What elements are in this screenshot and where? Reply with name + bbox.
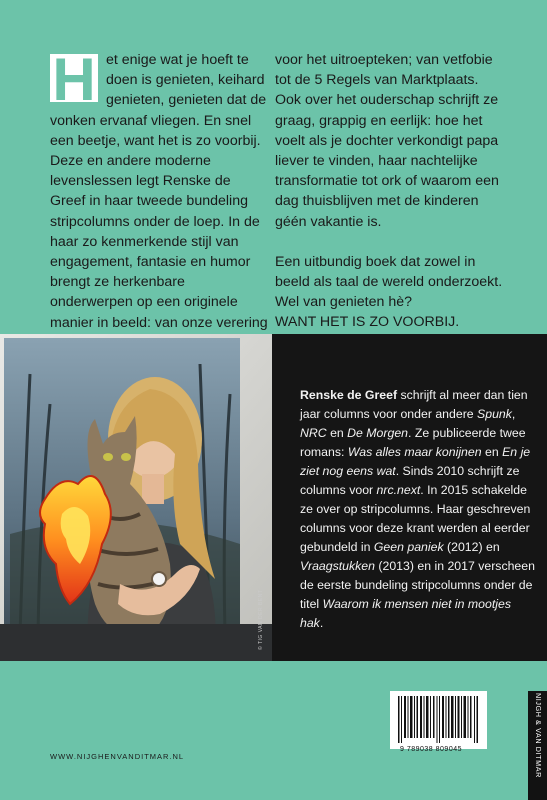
publisher-name: NIJGH & VAN DITMAR [534, 693, 543, 778]
bio-text-segment: en [481, 445, 503, 459]
book-title: Geen paniek [373, 540, 444, 554]
publication-title: Spunk [477, 407, 512, 421]
publication-title: nrc.next [376, 483, 421, 497]
author-name: Renske de Greef [300, 388, 398, 402]
bio-text-segment: schrijft al meer dan tien jaar columns voor onder andere [300, 388, 528, 421]
bio-text-segment: . Sinds 2010 schrijft ze columns voor [300, 464, 520, 497]
blurb-left-column [50, 46, 268, 353]
book-title: Waarom ik mensen niet in mootjes hak [300, 597, 511, 630]
blurb-paragraph-1-continued: voor het uitroepteken; van vetfobie tot de 5 Regels van Marktplaats. Ook over het ouderschap schrijft ze graag, grappig en eerlijk: hoe het voelt als je dochter verkondigt papa liever te vinden, haar nachtelijke transformatie tot ork of waarom een dag thuisblijven met de kinderen géén vakantie is. [275, 52, 499, 230]
bio-text-segment: . Ze publiceerde twee romans: [300, 426, 526, 459]
isbn-number: 9 789038 809045 [400, 746, 462, 753]
bio-text-segment: (2013) en in 2017 verscheen de eerste bundeling stripcolumns onder de titel [300, 559, 535, 611]
bio-text-segment: (2012) en [443, 540, 500, 554]
blurb-right-column [275, 50, 505, 333]
bio-text-segment: en [326, 426, 348, 440]
book-title: Vraagstukken [300, 559, 375, 573]
blurb-closing-text: Een uitbundig boek dat zowel in beeld als taal de wereld onderzoekt. Wel van genieten hè? [275, 253, 503, 311]
author-bio-text [300, 386, 535, 633]
book-title: En je ziet nog eens wat [300, 445, 531, 478]
blurb-paragraph-1: et enige wat je hoeft te doen is genieten, keihard genieten, genieten dat de vonken ervanaf vliegen. En snel een beetje, want het is zo voorbij. Deze en andere moderne levenslessen legt Renske de Greef in haar tweede bundeling stripcolumns onder de loep. In de haar zo kenmerkende stijl van engagement, fantasie en humor brengt ze herkenbare onderwerpen op een originele manier in beeld: van onze verering [50, 52, 268, 331]
blurb-closing-slogan: WANT HET IS ZO VOORBIJ. [275, 314, 460, 331]
publication-title: NRC [300, 426, 327, 440]
bio-text-segment: . [319, 616, 324, 630]
barcode-bars [390, 691, 487, 749]
book-title: Was alles maar konijnen [347, 445, 482, 459]
barcode [390, 691, 487, 749]
author-photo-illustration [0, 334, 272, 661]
author-photo [0, 334, 272, 661]
publisher-website: WWW.NIJGHENVANDITMAR.NL [50, 752, 185, 761]
bio-text-segment: . In 2015 schakelde ze over op stripcolumns. Haar geschreven columns voor deze krant werden al eerder gebundeld in [300, 483, 531, 554]
author-bio-panel [272, 334, 547, 661]
bio-text-segment: , [511, 407, 516, 421]
blurb-paragraph-2 [275, 252, 505, 333]
publication-title: De Morgen [347, 426, 409, 440]
photo-credit: © TIG VAN DER BENT [258, 589, 264, 650]
dropcap-letter: H [50, 54, 98, 102]
